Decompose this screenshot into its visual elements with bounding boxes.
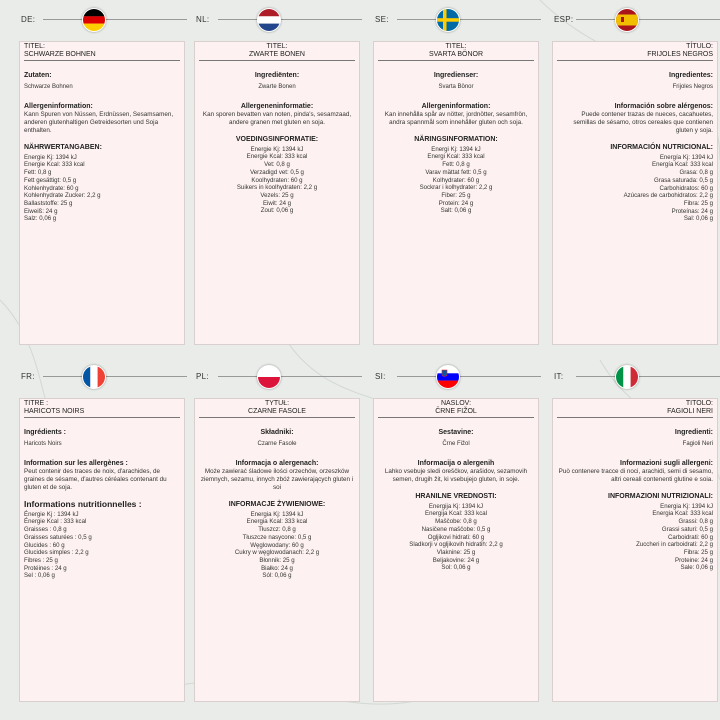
flag-es-icon <box>615 8 639 32</box>
flag-pl-icon <box>257 365 281 389</box>
nutrition-row: Protein: 24 g <box>438 199 474 207</box>
language-panel-it <box>552 358 720 572</box>
language-panel-se <box>373 1 541 215</box>
nutrition-row: Energia Kj: 1394 kJ <box>660 502 713 510</box>
nutrition-row: Énergie Kj : 1394 kJ <box>24 510 79 518</box>
nutrition-row: Energi Kcal: 333 kcal <box>427 153 485 161</box>
nutrition-row: Azúcares de carbohidratos: 2,2 g <box>623 192 713 200</box>
nutrition-row: Zout: 0,06 g <box>260 207 294 215</box>
nutrition-row: Energía Kcal: 333 kcal <box>652 161 713 169</box>
nutrition-row: Energia Kj: 1394 kJ <box>250 510 304 518</box>
language-code: FR: <box>21 372 35 381</box>
nutrition-row: Grassi saturi: 0,5 g <box>661 525 713 533</box>
nutrition-row: Węglowodany: 60 g <box>250 541 304 549</box>
card-title <box>199 42 355 61</box>
nutrition-row: Beljakovine: 24 g <box>432 556 480 564</box>
nutrition-row: Grasa: 0,8 g <box>679 169 713 177</box>
nutrition-row: Energija Kcal: 333 kcal <box>425 510 487 518</box>
ingredients-text: Czarne Fasole <box>257 441 297 447</box>
language-code: NL: <box>196 15 210 24</box>
nutrition-row: Salt: 0,06 g <box>440 207 472 215</box>
nutrition-row: Grasa saturada: 0,5 g <box>654 176 713 184</box>
nutrition-row: Tłuszcz: 0,8 g <box>258 526 296 534</box>
card-title <box>378 399 534 418</box>
card-title <box>557 42 713 61</box>
ingredients-text: Schwarze Bohnen <box>24 84 73 90</box>
ingredients-heading: Ingredienti: <box>674 429 713 436</box>
product-title: FRIJOLES NEGROS <box>647 51 713 58</box>
product-title: SVARTA BÖNOR <box>428 51 484 58</box>
nutrition-row: Energie Kj: 1394 kJ <box>24 153 77 161</box>
nutrition-row: Ogljikovi hidrati: 60 g <box>427 533 485 541</box>
language-panel-pl <box>194 358 362 580</box>
nutrition-row: Fiber: 25 g <box>441 191 471 199</box>
nutrition-heading: Informations nutritionnelles : <box>24 498 142 509</box>
allergen-text: Peut contenir des traces de noix, d'arachides, de graines de sésame, d'autres céréales contenant du gluten et de soja. <box>24 467 167 491</box>
header-divider <box>218 376 362 377</box>
panel-header <box>194 358 362 394</box>
product-title: FAGIOLI NERI <box>667 408 713 415</box>
nutrition-list <box>199 511 355 580</box>
label-card <box>373 41 539 345</box>
flag-nl-icon <box>257 8 281 32</box>
nutrition-row: Błonnik: 25 g <box>259 556 295 564</box>
card-title <box>378 42 534 61</box>
nutrition-list <box>199 146 355 215</box>
language-panel-si <box>373 358 541 572</box>
nutrition-row: Salz: 0,06 g <box>24 215 57 223</box>
nutrition-heading: NÄHRWERTANGABEN: <box>24 143 102 151</box>
nutrition-row: Energie Kcal: 333 kcal <box>24 161 85 169</box>
flag-se-icon <box>436 8 460 32</box>
allergen-text: Può contenere tracce di noci, arachidi, semi di sesamo, altri cereali contenenti glutine e soia. <box>558 467 713 483</box>
ingredients-text: Črne Fižol <box>442 441 470 447</box>
language-panel-de <box>19 1 187 223</box>
flag-fr-icon <box>82 365 106 389</box>
nutrition-row: Eiweiß: 24 g <box>24 207 58 215</box>
allergen-text: Kann Spuren von Nüssen, Erdnüssen, Sesamsamen, anderen glutenhaltigen Getreidesorten und Soja enthalten. <box>24 110 174 134</box>
language-code: SI: <box>375 372 386 381</box>
allergen-heading: Allergeninformation: <box>421 102 491 110</box>
nutrition-row: Ballaststoffe: 25 g <box>24 199 73 207</box>
language-panel-nl <box>194 1 362 215</box>
title-label: TITOLO: <box>685 400 713 407</box>
allergen-heading: Informacja o alergenach: <box>235 459 319 467</box>
nutrition-row: Sól: 0,06 g <box>262 572 292 580</box>
flag-it-icon <box>615 365 639 389</box>
panel-header <box>373 358 541 394</box>
nutrition-row: Energía Kj: 1394 kJ <box>659 153 713 161</box>
header-divider <box>43 376 187 377</box>
language-code: ESP: <box>554 15 574 24</box>
allergen-text: Lahko vsebuje sledi oreščkov, arašidov, sezamovih semen, drugih žit, ki vsebujejo gluten, in soje. <box>384 467 528 483</box>
panel-header <box>373 1 541 37</box>
nutrition-row: Fett: 0,8 g <box>442 161 470 169</box>
language-panel-fr <box>19 358 187 580</box>
allergen-text: Kan innehålla spår av nötter, jordnötter, sesamfrön, andra spannmål som innehåller gluten och soja. <box>384 110 528 126</box>
nutrition-list <box>24 511 180 580</box>
panel-header <box>194 1 362 37</box>
header-divider <box>43 19 187 20</box>
header-divider <box>576 19 720 20</box>
nutrition-row: Sel : 0,06 g <box>24 572 55 580</box>
product-title: SCHWARZE BOHNEN <box>24 51 96 58</box>
ingredients-text: Fagioli Neri <box>682 441 713 447</box>
label-card <box>552 41 718 345</box>
panel-header <box>19 1 187 37</box>
nutrition-row: Nasičene maščobe: 0,5 g <box>421 525 491 533</box>
nutrition-row: Énergie Kcal : 333 kcal <box>24 518 87 526</box>
nutrition-row: Sockrar i kolhydrater: 2,2 g <box>419 184 493 192</box>
nutrition-row: Graisses saturées : 0,5 g <box>24 533 92 541</box>
nutrition-row: Eiwit: 24 g <box>262 199 292 207</box>
nutrition-heading: HRANILNE VREDNOSTI: <box>415 492 497 500</box>
label-card <box>19 398 185 702</box>
nutrition-row: Sol: 0,06 g <box>441 564 471 572</box>
nutrition-row: Carbohidratos: 60 g <box>659 184 713 192</box>
nutrition-row: Zuccheri in carboidrati: 2,2 g <box>636 541 713 549</box>
allergen-heading: Allergeneninformatie: <box>240 102 314 110</box>
nutrition-row: Fibra: 25 g <box>683 199 713 207</box>
nutrition-row: Proteínas: 24 g <box>671 207 713 215</box>
title-label: TYTUŁ: <box>264 400 290 407</box>
title-label: TITRE : <box>24 400 49 407</box>
nutrition-row: Energi Kj: 1394 kJ <box>431 145 481 153</box>
header-divider <box>397 19 541 20</box>
allergen-text: Kan sporen bevatten van noten, pinda's, sesamzaad, andere granen met gluten en soja. <box>202 110 352 126</box>
nutrition-row: Białko: 24 g <box>261 564 293 572</box>
nutrition-row: Carboidrati: 60 g <box>667 533 713 541</box>
panel-header <box>552 358 720 394</box>
nutrition-row: Glucides : 60 g <box>24 541 65 549</box>
ingredients-heading: Zutaten: <box>24 72 52 79</box>
panel-header <box>19 358 187 394</box>
nutrition-row: Vlaknine: 25 g <box>436 548 476 556</box>
nutrition-list <box>557 154 713 223</box>
nutrition-row: Energie Kj: 1394 kJ <box>250 145 304 153</box>
flag-si-icon <box>436 365 460 389</box>
product-title: ČRNE FIŽOL <box>435 408 477 415</box>
header-divider <box>218 19 362 20</box>
nutrition-heading: VOEDINGSINFORMATIE: <box>235 135 319 143</box>
nutrition-heading: INFORMACIÓN NUTRICIONAL: <box>610 143 713 151</box>
ingredients-text: Zwarte Bonen <box>258 84 296 90</box>
nutrition-row: Fibres : 25 g <box>24 556 58 564</box>
header-divider <box>397 376 541 377</box>
nutrition-row: Glucides simples : 2,2 g <box>24 549 89 557</box>
label-card <box>194 398 360 702</box>
nutrition-row: Varav mättat fett: 0,5 g <box>425 168 487 176</box>
nutrition-row: Kohlenhydrate Zucker: 2,2 g <box>24 192 101 200</box>
allergen-text: Może zawierać śladowe ilości orzechów, orzeszków ziemnych, sezamu, innych zbóż zawierających gluten i soi <box>200 467 354 491</box>
card-title <box>24 399 180 418</box>
allergen-heading: Información sobre alérgenos: <box>614 102 713 110</box>
language-code: IT: <box>554 372 564 381</box>
nutrition-row: Fett: 0,8 g <box>24 169 52 177</box>
nutrition-row: Sladkorji v ogljikovih hidratih: 2,2 g <box>409 541 503 549</box>
title-label: NASLOV: <box>440 400 472 407</box>
nutrition-row: Protéines : 24 g <box>24 564 67 572</box>
allergen-heading: Informazioni sugli allergeni: <box>620 459 713 467</box>
nutrition-row: Kohlenhydrate: 60 g <box>24 184 79 192</box>
nutrition-row: Suikers in koolhydraten: 2,2 g <box>236 184 318 192</box>
nutrition-row: Tłuszcze nasycone: 0,5 g <box>242 533 312 541</box>
nutrition-row: Vet: 0,8 g <box>264 161 290 169</box>
card-title <box>557 399 713 418</box>
nutrition-row: Proteine: 24 g <box>675 556 713 564</box>
product-title: CZARNE FASOLE <box>248 408 306 415</box>
title-label: TITEL: <box>445 43 467 50</box>
flag-de-icon <box>82 8 106 32</box>
nutrition-list <box>24 154 180 223</box>
ingredients-text: Haricots Noirs <box>24 441 62 447</box>
label-card <box>552 398 718 702</box>
ingredients-heading: Składniki: <box>260 429 294 436</box>
nutrition-row: Grassi: 0,8 g <box>678 518 713 526</box>
nutrition-row: Energie Kcal: 333 kcal <box>246 153 308 161</box>
ingredients-heading: Ingredienser: <box>433 72 479 79</box>
nutrition-row: Cukry w węglowodanach: 2,2 g <box>234 549 320 557</box>
card-title <box>199 399 355 418</box>
ingredients-heading: Ingrediënten: <box>254 72 300 79</box>
allergen-heading: Allergeninformation: <box>24 102 93 110</box>
nutrition-heading: INFORMAZIONI NUTRIZIONALI: <box>608 492 713 500</box>
nutrition-row: Energia Kcal: 333 kcal <box>246 518 308 526</box>
label-card <box>194 41 360 345</box>
label-card <box>19 41 185 345</box>
nutrition-row: Graisses : 0,8 g <box>24 526 67 534</box>
ingredients-heading: Sestavine: <box>438 429 474 436</box>
title-label: TÍTULO: <box>686 43 713 50</box>
nutrition-list <box>378 146 534 215</box>
language-code: PL: <box>196 372 209 381</box>
allergen-heading: Information sur les allergènes : <box>24 459 128 467</box>
nutrition-row: Fibra: 25 g <box>683 548 713 556</box>
allergen-text: Puede contener trazas de nueces, cacahuetes, semillas de sésamo, otros cereales que contienen gluten y soja. <box>573 110 713 134</box>
nutrition-row: Verzadigd vet: 0,5 g <box>250 168 304 176</box>
header-divider <box>576 376 720 377</box>
language-code: DE: <box>21 15 36 24</box>
nutrition-heading: INFORMACJE ŻYWIENIOWE: <box>228 500 326 508</box>
label-card <box>373 398 539 702</box>
card-title <box>24 42 180 61</box>
title-label: TITEL: <box>266 43 288 50</box>
nutrition-row: Energia Kcal: 333 kcal <box>652 510 713 518</box>
nutrition-row: Energija Kj: 1394 kJ <box>428 502 484 510</box>
product-title: ZWARTE BONEN <box>248 51 305 58</box>
allergen-heading: Informacija o alergenih <box>417 459 495 467</box>
nutrition-row: Kolhydrater: 60 g <box>432 176 480 184</box>
ingredients-heading: Ingredientes: <box>669 72 713 79</box>
panel-header <box>552 1 720 37</box>
language-panel-es <box>552 1 720 223</box>
ingredients-text: Svarta Bönor <box>438 84 474 90</box>
nutrition-row: Koolhydraten: 60 g <box>251 176 303 184</box>
nutrition-row: Fett gesättigt: 0,5 g <box>24 176 77 184</box>
nutrition-row: Maščobe: 0,8 g <box>435 518 477 526</box>
ingredients-text: Frijoles Negros <box>672 84 713 90</box>
product-title: HARICOTS NOIRS <box>24 408 85 415</box>
title-label: TITEL: <box>24 43 46 50</box>
language-code: SE: <box>375 15 389 24</box>
ingredients-heading: Ingrédients : <box>24 429 67 436</box>
nutrition-list <box>378 503 534 572</box>
nutrition-row: Sale: 0,06 g <box>680 564 713 572</box>
nutrition-heading: NÄRINGSINFORMATION: <box>414 135 498 143</box>
nutrition-list <box>557 503 713 572</box>
nutrition-row: Sal: 0,06 g <box>683 215 713 223</box>
nutrition-row: Vezels: 25 g <box>260 191 294 199</box>
